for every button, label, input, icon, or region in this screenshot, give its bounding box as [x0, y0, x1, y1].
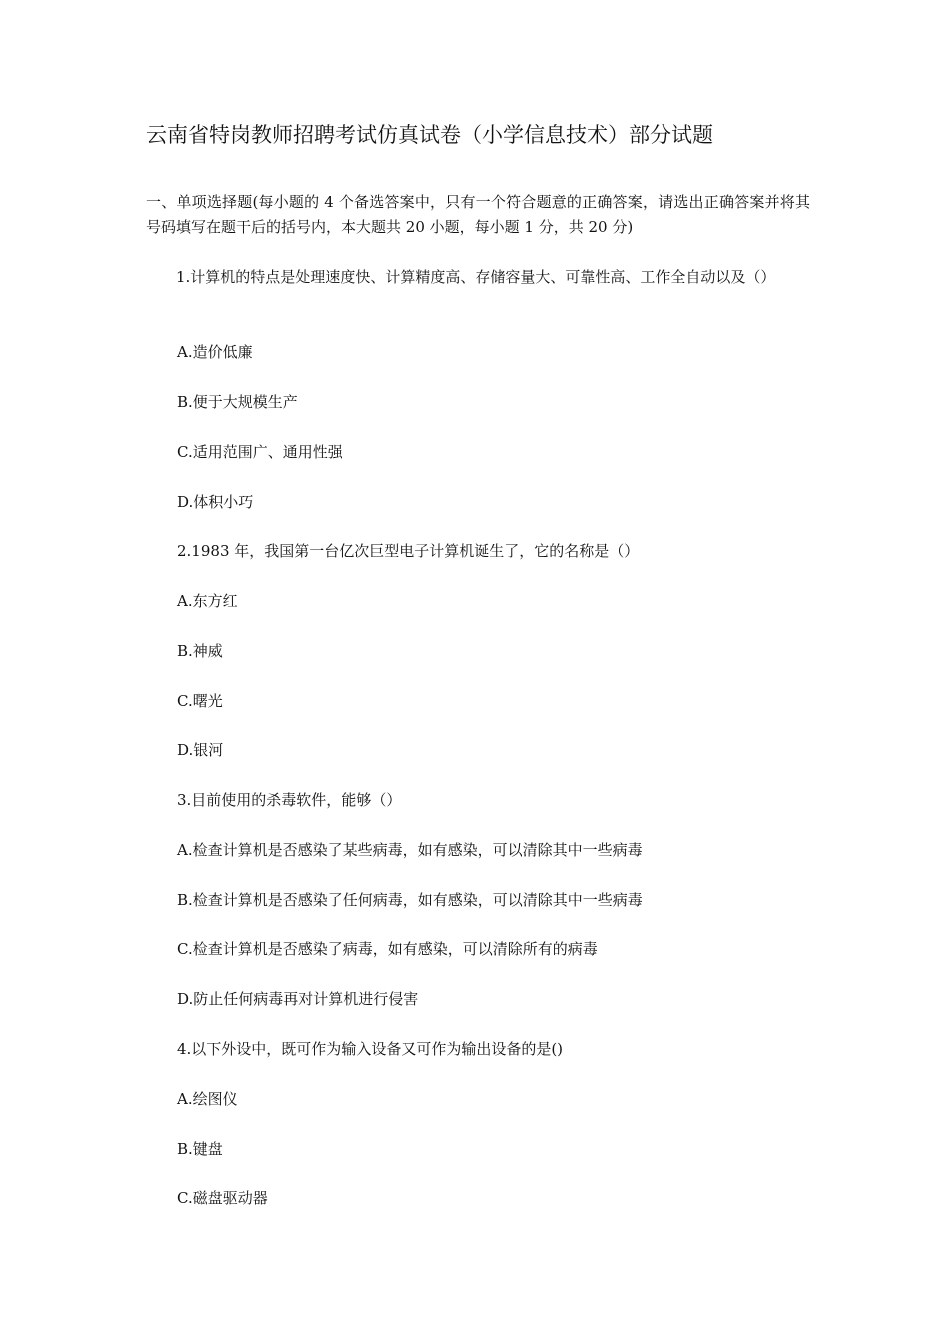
option-1b: B.便于大规模生产: [177, 393, 298, 411]
option-3d: D.防止任何病毒再对计算机进行侵害: [177, 990, 419, 1008]
option-1a: A.造价低廉: [177, 343, 253, 361]
option-1d: D.体积小巧: [177, 493, 254, 511]
option-2a: A.东方红: [177, 592, 238, 610]
page-title: 云南省特岗教师招聘考试仿真试卷（小学信息技术）部分试题: [146, 123, 713, 147]
option-2d: D.银河: [177, 741, 224, 759]
option-4b: B.键盘: [177, 1140, 223, 1158]
question-stem-4: 4.以下外设中，既可作为输入设备又可作为输出设备的是(): [177, 1040, 564, 1058]
option-4a: A.绘图仪: [177, 1090, 238, 1108]
question-stem-2: 2.1983 年，我国第一台亿次巨型电子计算机诞生了，它的名称是（）: [177, 542, 640, 560]
option-1c: C.适用范围广、通用性强: [177, 443, 343, 461]
option-3b: B.检查计算机是否感染了任何病毒，如有感染，可以清除其中一些病毒: [177, 891, 643, 909]
option-2b: B.神威: [177, 642, 223, 660]
option-2c: C.曙光: [177, 692, 223, 710]
question-stem-1: 1.计算机的特点是处理速度快、计算精度高、存储容量大、可靠性高、工作全自动以及（）: [176, 268, 776, 286]
question-stem-3: 3.目前使用的杀毒软件，能够（）: [177, 791, 402, 809]
option-3c: C.检查计算机是否感染了病毒，如有感染，可以清除所有的病毒: [177, 940, 598, 958]
option-4c: C.磁盘驱动器: [177, 1189, 268, 1207]
section-heading: 一、单项选择题(每小题的 4 个备选答案中，只有一个符合题意的正确答案，请选出正确答案并将其号码填写在题干后的括号内，本大题共 20 小题，每小题 1 分，共 20 分): [146, 193, 810, 236]
option-3a: A.检查计算机是否感染了某些病毒，如有感染，可以清除其中一些病毒: [177, 841, 643, 859]
